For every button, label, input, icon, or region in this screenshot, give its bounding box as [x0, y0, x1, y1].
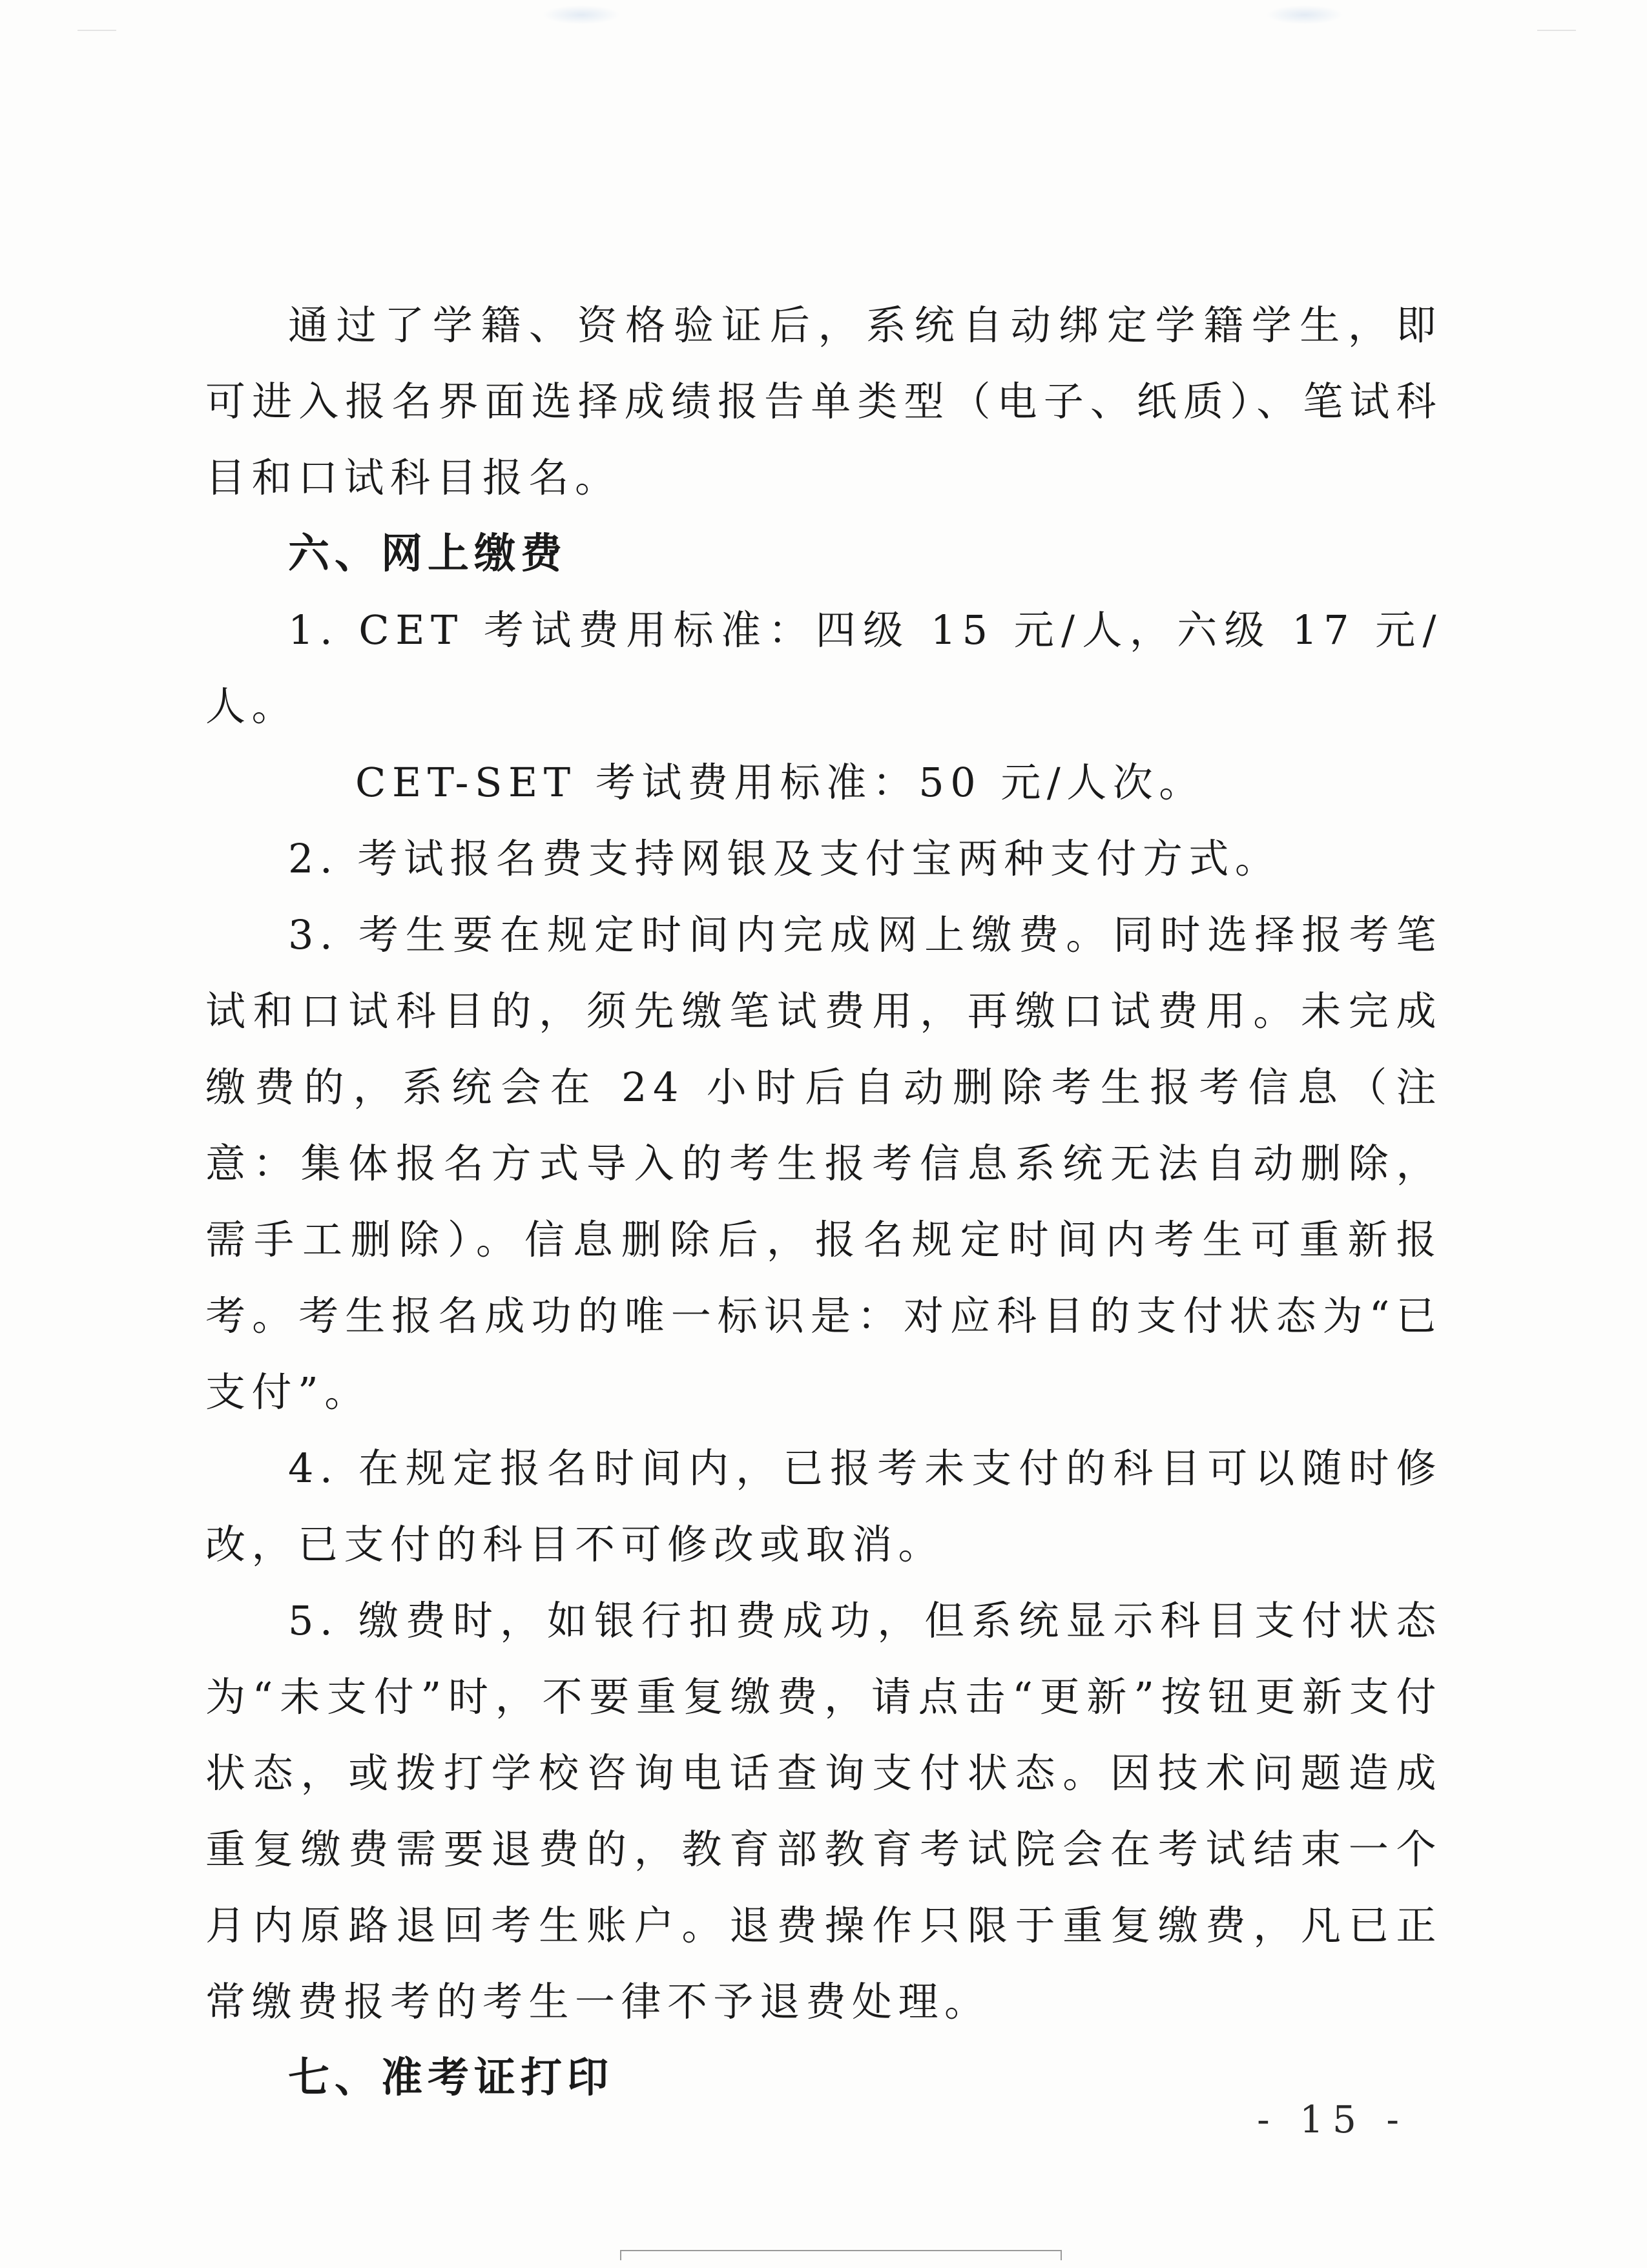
- section-heading-online-payment: 六、网上缴费: [288, 530, 567, 578]
- page-number: - 15 -: [1257, 2098, 1408, 2141]
- paragraph-payment-methods: 2. 考试报名费支持网银及支付宝两种支付方式。: [288, 835, 1281, 882]
- paragraph-duplicate-payment: 5. 缴费时，如银行扣费成功，但系统显示科目支付状态为“未支付”时，不要重复缴费，请点击“更新”按钮更新支付状态，或拨打学校咨询电话查询支付状态。因技术问题造成重复缴费需要退费的，教育部教育考试院会在考试结束一个月内原路退回考生账户。退费操作只限于重复缴费，凡已正常缴费报考的考生一律不予退费处理。: [205, 1597, 1442, 2025]
- paragraph-modify-subjects: 4. 在规定报名时间内，已报考未支付的科目可以随时修改，已支付的科目不可修改或取消。: [205, 1445, 1442, 1568]
- paragraph-payment-deadline: 3. 考生要在规定时间内完成网上缴费。同时选择报考笔试和口试科目的，须先缴笔试费用，再缴口试费用。未完成缴费的，系统会在 24 小时后自动删除考生报考信息（注意：集体报名方式导入的考生报考信息系统无法自动删除，需手工删除）。信息删除后，报名规定时间内考生可重新报考。考生报名成功的唯一标识是：对应科目的支付状态为“已支付”。: [205, 911, 1442, 1416]
- scan-artifact: [1266, 5, 1343, 25]
- scan-artifact: [543, 5, 620, 25]
- paragraph-registration-intro: 通过了学籍、资格验证后，系统自动绑定学籍学生，即可进入报名界面选择成绩报告单类型（电子、纸质）、笔试科目和口试科目报名。: [205, 302, 1442, 501]
- section-heading-admission-ticket: 七、准考证打印: [288, 2054, 614, 2102]
- paragraph-set-fee-standard: CET-SET 考试费用标准：50 元/人次。: [355, 759, 1205, 806]
- scan-artifact: [78, 30, 116, 31]
- scan-artifact: [1537, 30, 1576, 31]
- paragraph-fee-standard: 1. CET 考试费用标准：四级 15 元/人，六级 17 元/人。: [205, 606, 1442, 730]
- document-body: [205, 287, 1442, 2116]
- scan-bottom-edge: [620, 2250, 1062, 2260]
